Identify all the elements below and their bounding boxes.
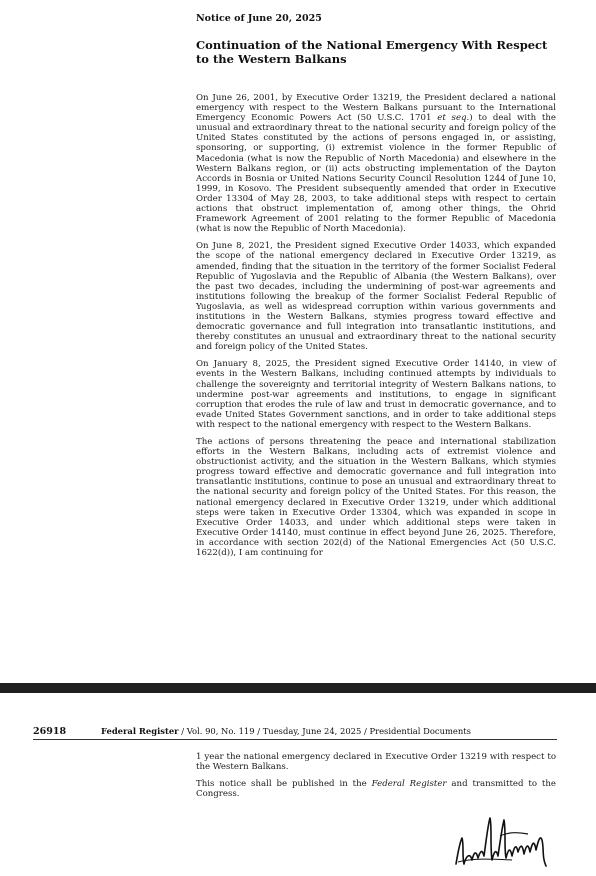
header-rule bbox=[33, 739, 557, 740]
notice-date: Notice of June 20, 2025 bbox=[196, 13, 322, 24]
continuation-paragraph-1: 1 year the national emergency declared in Executive Order 13219 with respect to the Western Balkans. bbox=[196, 752, 556, 773]
presidential-signature bbox=[452, 812, 556, 872]
page-number: 26918 bbox=[33, 726, 67, 737]
page-separator-bar bbox=[0, 683, 596, 693]
paragraph-2: On June 8, 2021, the President signed Executive Order 14033, which expanded the scope of the national emergency declared in Executive Order 13219, as amended, finding that the situation in the territory of the former Socialist Federal Republic of Yugoslavia and the Republic of Albania (the Western Balkans), over the past two decades, including the undermining of post-war agreements and institutions following the breakup of the former Socialist Federal Republic of Yugoslavia, as well as widespread corruption within various governments and institutions in the Western Balkans, stymies progress toward effective and democratic governance and full integration into transatlantic institutions, and thereby constitutes an unusual and extraordinary threat to the national security and foreign policy of the United States. bbox=[196, 241, 556, 353]
paragraph-4: The actions of persons threatening the peace and international stabilization efforts in the Western Balkans, including acts of extremist violence and obstructionist activity, and the situation in the Western Balkans, which stymies progress toward effective and democratic governance and full integration into transatlantic institutions, continue to pose an unusual and extraordinary threat to the national security and foreign policy of the United States. For this reason, the national emergency declared in Executive Order 13219, under which additional steps were taken in Executive Order 13304, which was expanded in scope in Executive Order 14033, and under which additional steps were taken in Executive Order 14140, must continue in effect beyond June 26, 2025. Therefore, in accordance with section 202(d) of the National Emergencies Act (50 U.S.C. 1622(d)), I am continuing for bbox=[196, 437, 556, 559]
continuation-paragraph-2: This notice shall be published in the Federal Register and transmitted to the Congress. bbox=[196, 779, 557, 800]
paragraph-3: On January 8, 2025, the President signed Executive Order 14140, in view of events in the Western Balkans, including continued attempts by individuals to challenge the sovereignty and territorial integrity of Western Balkans nations, to undermine post-war agreements and institutions, to engage in significant corruption that erodes the rule of law and trust in democratic governance, and to evade United States Government sanctions, and in order to take additional steps with respect to the national emergency with respect to the Western Balkans. bbox=[196, 359, 556, 430]
paragraph-1: On June 26, 2001, by Executive Order 13219, the President declared a national emergency with respect to the Western Balkans pursuant to the International Emergency Economic Powers Act (50 U.S.C. 1701 et seq.) to deal with the unusual and extraordinary threat to the national security and foreign policy of the United States constituted by the actions of persons engaged in, or assisting, sponsoring, or supporting, (i) extremist violence in the former Republic of Macedonia (what is now the Republic of North Macedonia) and elsewhere in the Western Balkans region, or (ii) acts obstructing implementation of the Dayton Accords in Bosnia or United Nations Security Council Resolution 1244 of June 10, 1999, in Kosovo. The President subsequently amended that order in Executive Order 13304 of May 28, 2003, to take additional steps with respect to certain actions that obstruct implementation of, among other things, the Ohrid Framework Agreement of 2001 relating to the former Republic of Macedonia (what is now the Republic of North Macedonia). bbox=[196, 93, 556, 235]
document-body bbox=[196, 93, 556, 565]
continuation-body bbox=[196, 752, 556, 806]
document-title: Continuation of the National Emergency With Respect to the Western Balkans bbox=[196, 38, 548, 66]
publication-info: Federal Register / Vol. 90, No. 119 / Tuesday, June 24, 2025 / Presidential Documents bbox=[101, 726, 471, 736]
